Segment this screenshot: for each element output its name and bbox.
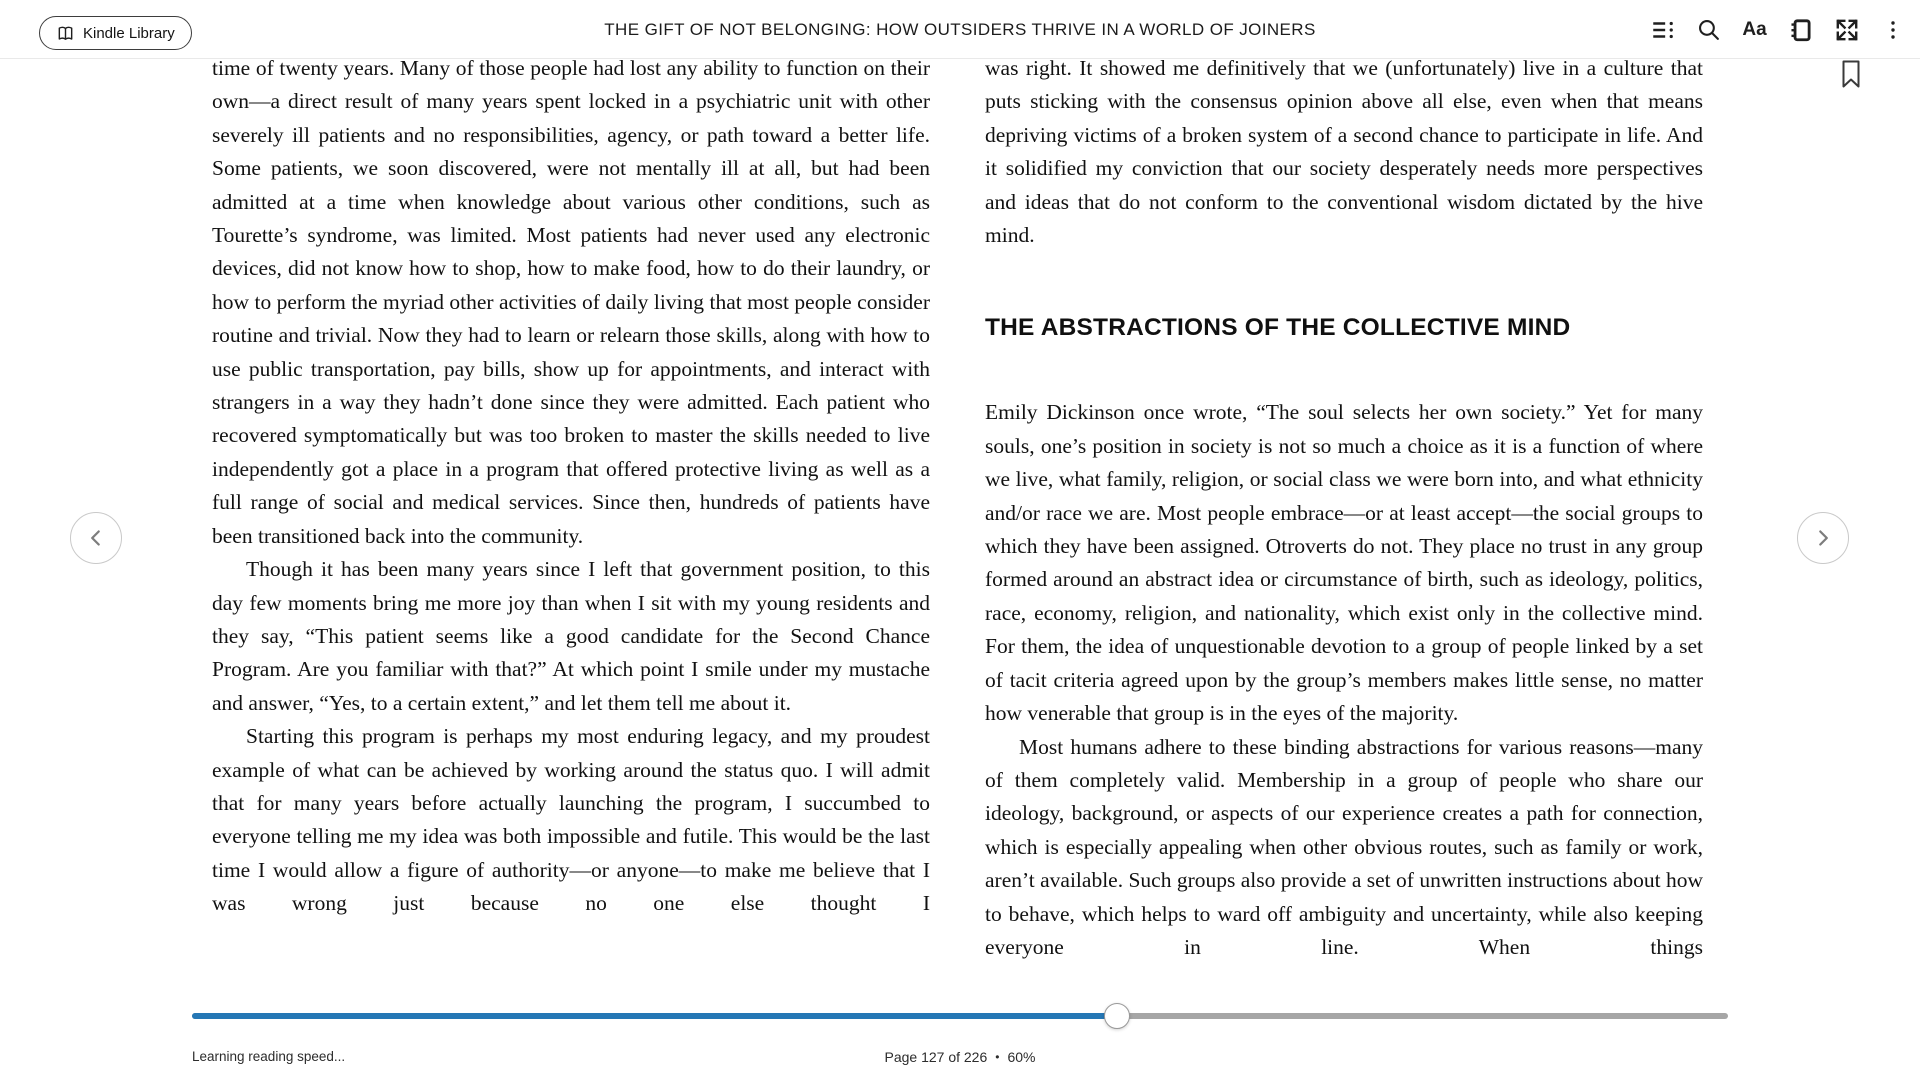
paragraph: was right. It showed me definitively that we (unfortunately) live in a culture that puts sticking with the consensus opinion above all else, even when that means depriving victims of a broken system of a second chance to participate in life. And it solidified my conviction that our society desperately needs more perspectives and ideas that do not conform to the conventional wisdom dictated by the hive mind. (985, 56, 1703, 248)
bookmark-icon[interactable] (1840, 60, 1862, 90)
next-page-button[interactable] (1797, 512, 1849, 564)
page-info (0, 1049, 1920, 1065)
top-toolbar (0, 0, 1920, 59)
reading-speed-status: Learning reading speed... (192, 1049, 346, 1064)
paragraph: Though it has been many years since I left that government position, to this day few moments bring me more joy than when I sit with my young residents and they say, “This patient seems like a good candidate for the Second Chance Program. Are you familiar with that?” At which point I smile under my mustache and answer, “Yes, to a certain extent,” and let them tell me about it. (212, 557, 930, 715)
fullscreen-icon[interactable] (1833, 16, 1860, 43)
font-settings-label: Aa (1742, 18, 1767, 40)
reading-area (212, 52, 1704, 1000)
overflow-menu-icon[interactable] (1879, 16, 1906, 43)
paragraph: time of twenty years. Many of those people had lost any ability to function on their own—a direct result of many years spent locked in a psychiatric unit with other severely ill patients and no responsibilities, agency, or path toward a better life. Some patients, we soon discovered, were not mentally ill at all, but had been admitted at a time when knowledge about various other conditions, such as Tourette’s syndrome, was limited. Most patients had never used any electronic devices, did not know how to shop, how to make food, how to do their laundry, or how to perform the myriad other activities of daily living that most people consider routine and trivial. Now they had to learn or relearn those skills, along with how to use public transportation, pay bills, show up for appointments, and interact with strangers in a way they hadn’t done since they were admitted. Each patient who recovered symptomatically but was too broken to master the skills needed to live independently got a place in a program that offered protective living as well as a full range of social and medical services. Since then, hundreds of patients have been transitioned back into the community. (212, 56, 930, 548)
toolbar-icons (1649, 0, 1906, 59)
progress-track[interactable] (192, 1013, 1728, 1019)
toc-icon[interactable] (1649, 16, 1676, 43)
progress-thumb[interactable] (1104, 1003, 1130, 1029)
book-title: THE GIFT OF NOT BELONGING: HOW OUTSIDERS THRIVE IN A WORLD OF JOINERS (604, 19, 1316, 39)
paragraph: Starting this program is perhaps my most enduring legacy, and my proudest example of what can be achieved by working around the status quo. I will admit that for many years before actually launching the program, I succumbed to everyone telling me my idea was both impossible and futile. This would be the last time I would allow a figure of authority—or anyone—to make me believe that I was wrong just because no one else thought I (212, 724, 930, 916)
separator-dot: • (995, 1050, 1000, 1064)
chevron-right-icon (1810, 525, 1836, 551)
chevron-left-icon (83, 525, 109, 551)
page-number-label: Page 127 of 226 (884, 1049, 988, 1065)
search-icon[interactable] (1695, 16, 1722, 43)
left-column (212, 52, 930, 1000)
notebook-icon[interactable] (1787, 16, 1814, 43)
previous-page-button[interactable] (70, 512, 122, 564)
percent-label: 60% (1007, 1049, 1036, 1065)
paragraph: Most humans adhere to these binding abstractions for various reasons—many of them completely valid. Membership in a group of people who share our ideology, background, or aspects of our experience creates a path for connection, which is especially appealing when other obvious routes, such as family or work, aren’t available. Such groups also provide a set of unwritten instructions about how to behave, which helps to ward off ambiguity and uncertainty, while also keeping everyone in line. When things (985, 734, 1703, 959)
kindle-library-label: Kindle Library (83, 24, 175, 42)
font-settings-icon[interactable] (1741, 16, 1768, 43)
section-heading: THE ABSTRACTIONS OF THE COLLECTIVE MIND (985, 314, 1571, 342)
right-column (985, 52, 1703, 1000)
paragraph: Emily Dickinson once wrote, “The soul selects her own society.” Yet for many souls, one’s position in society is not so much a choice as it is a function of where we live, what family, religion, or social class we were born into, and what ethnicity and/or race we are. Most people embrace—or at least accept—the social groups to which they have been assigned. Otroverts do not. They place no trust in any group formed around an abstract idea or circumstance of birth, such as ideology, politics, race, economy, religion, and nationality, which exist only in the collective mind. For them, the idea of unquestionable devotion to a group of people linked by a set of tacit criteria agreed upon by the group’s members makes little sense, no matter how venerable that group is in the eyes of the majority. (985, 400, 1703, 726)
progress-fill (192, 1013, 1117, 1019)
